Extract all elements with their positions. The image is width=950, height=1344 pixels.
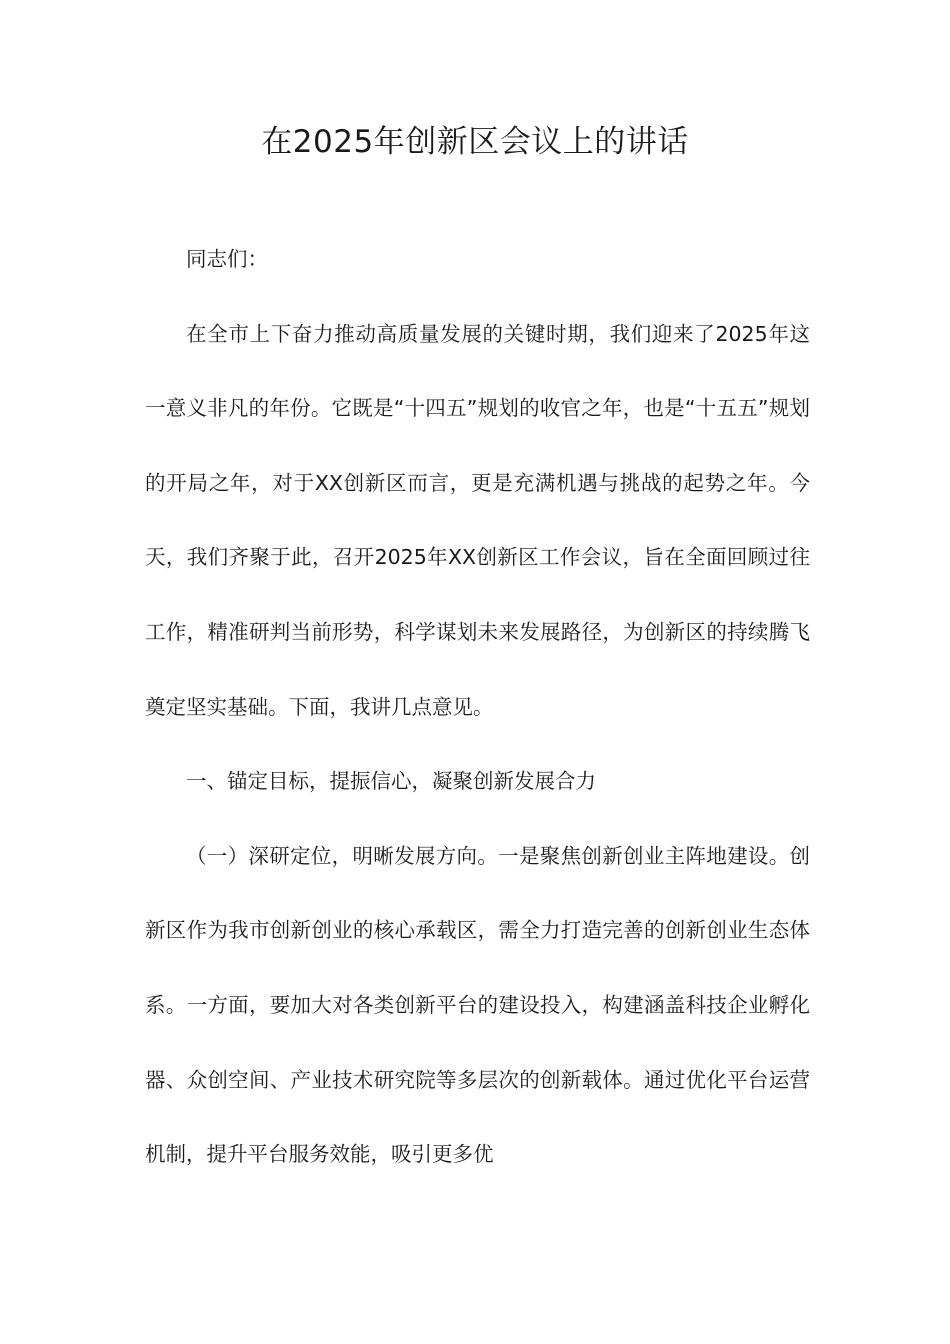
salutation: 同志们： [186, 247, 268, 271]
body-paragraph: 在全市上下奋力推动高质量发展的关键时期，我们迎来了2025年这一意义非凡的年份。它既是“十四五”规划的收官之年，也是“十五五”规划的开局之年，对于XX创新区而言，更是充满机遇与挑战的起势之年。今天，我们齐聚于此，召开2025年XX创新区工作会议，旨在全面回顾过往工作，精准研判当前形势，科学谋划未来发展路径，为创新区的持续腾飞奠定坚实基础。下面，我讲几点意见。 [145, 321, 810, 719]
document-title: 在2025年创新区会议上的讲话 [261, 124, 689, 160]
body-paragraph: （一）深研定位，明晰发展方向。一是聚焦创新创业主阵地建设。创新区作为我市创新创业的核心承载区，需全力打造完善的创新创业生态体系。一方面，要加大对各类创新平台的建设投入，构建涵盖科技企业孵化器、众创空间、产业技术研究院等多层次的创新载体。通过优化平台运营机制，提升平台服务效能，吸引更多优 [145, 843, 810, 1167]
document-body [145, 222, 810, 1192]
section-heading: 一、锚定目标，提振信心，凝聚创新发展合力 [186, 769, 596, 794]
